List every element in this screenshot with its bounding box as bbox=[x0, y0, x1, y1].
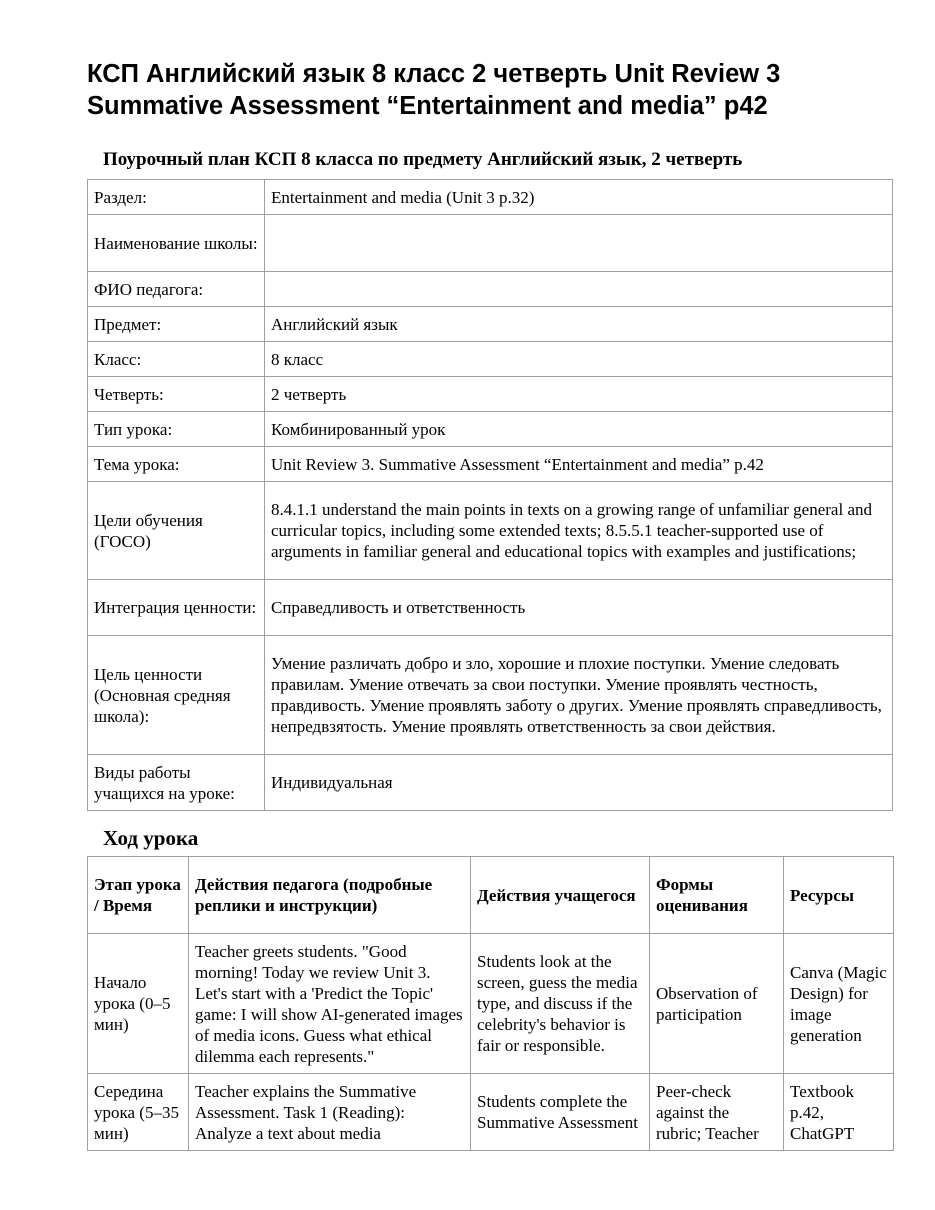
table-row bbox=[88, 1074, 894, 1151]
table-row bbox=[88, 272, 893, 307]
student-actions-cell: Students look at the screen, guess the media type, and discuss if the celebrity's behavior is fair or responsible. bbox=[471, 934, 650, 1074]
info-key: Класс: bbox=[88, 342, 265, 377]
assessment-cell: Observation of participation bbox=[650, 934, 784, 1074]
table-row bbox=[88, 482, 893, 580]
column-header-stage: Этап урока / Время bbox=[88, 857, 189, 934]
info-value: Индивидуальная bbox=[265, 755, 893, 811]
info-key: Цели обучения (ГОСО) bbox=[88, 482, 265, 580]
info-key: Цель ценности (Основная средняя школа): bbox=[88, 636, 265, 755]
table-header-row bbox=[88, 857, 894, 934]
table-row bbox=[88, 307, 893, 342]
page-title: КСП Английский язык 8 класс 2 четверть Unit Review 3 Summative Assessment “Entertainment and media” p42 bbox=[87, 60, 781, 120]
lesson-section-title: Ход урока bbox=[103, 826, 199, 850]
table-row bbox=[88, 342, 893, 377]
table-row bbox=[88, 215, 893, 272]
table-row bbox=[88, 934, 894, 1074]
resources-cell: Canva (Magic Design) for image generation bbox=[784, 934, 894, 1074]
info-value bbox=[265, 215, 893, 272]
info-key: ФИО педагога: bbox=[88, 272, 265, 307]
info-value: Комбинированный урок bbox=[265, 412, 893, 447]
info-value: Entertainment and media (Unit 3 p.32) bbox=[265, 180, 893, 215]
resources-cell: Textbook p.42, ChatGPT bbox=[784, 1074, 894, 1151]
teacher-actions-cell: Teacher greets students. "Good morning! Today we review Unit 3. Let's start with a 'Predict the Topic' game: I will show AI-generated images of media icons. Guess what ethical dilemma each represents." bbox=[189, 934, 471, 1074]
info-key: Раздел: bbox=[88, 180, 265, 215]
info-key: Интеграция ценности: bbox=[88, 580, 265, 636]
info-value: Unit Review 3. Summative Assessment “Entertainment and media” p.42 bbox=[265, 447, 893, 482]
column-header-assessment: Формы оценивания bbox=[650, 857, 784, 934]
assessment-cell: Peer-check against the rubric; Teacher bbox=[650, 1074, 784, 1151]
student-actions-cell: Students complete the Summative Assessment bbox=[471, 1074, 650, 1151]
stage-cell: Середина урока (5–35 мин) bbox=[88, 1074, 189, 1151]
column-header-student: Действия учащегося bbox=[471, 857, 650, 934]
info-key: Наименование школы: bbox=[88, 215, 265, 272]
info-key: Тип урока: bbox=[88, 412, 265, 447]
info-value: Умение различать добро и зло, хорошие и плохие поступки. Умение следовать правилам. Умение отвечать за свои поступки. Умение проявлять честность, правдивость. Умение проявлять заботу о других. Умение проявлять справедливость, непредвзятость. Умение проявлять ответственность за свои действия. bbox=[265, 636, 893, 755]
table-row bbox=[88, 377, 893, 412]
column-header-teacher: Действия педагога (подробные реплики и инструкции) bbox=[189, 857, 471, 934]
info-value bbox=[265, 272, 893, 307]
lesson-steps-table bbox=[87, 856, 894, 1151]
table-row bbox=[88, 412, 893, 447]
info-value: 2 четверть bbox=[265, 377, 893, 412]
column-header-resources: Ресурсы bbox=[784, 857, 894, 934]
table-row bbox=[88, 636, 893, 755]
info-value: Английский язык bbox=[265, 307, 893, 342]
table-row bbox=[88, 755, 893, 811]
info-key: Предмет: bbox=[88, 307, 265, 342]
table-row bbox=[88, 580, 893, 636]
table-row bbox=[88, 180, 893, 215]
info-key: Четверть: bbox=[88, 377, 265, 412]
info-key: Виды работы учащихся на уроке: bbox=[88, 755, 265, 811]
info-key: Тема урока: bbox=[88, 447, 265, 482]
info-value: 8 класс bbox=[265, 342, 893, 377]
teacher-actions-cell: Teacher explains the Summative Assessment. Task 1 (Reading): Analyze a text about media bbox=[189, 1074, 471, 1151]
info-value: Справедливость и ответственность bbox=[265, 580, 893, 636]
lesson-info-table bbox=[87, 179, 893, 811]
plan-subtitle: Поурочный план КСП 8 класса по предмету Английский язык, 2 четверть bbox=[103, 149, 743, 170]
stage-cell: Начало урока (0–5 мин) bbox=[88, 934, 189, 1074]
info-value: 8.4.1.1 understand the main points in texts on a growing range of unfamiliar general and curricular topics, including some extended texts; 8.5.5.1 teacher-supported use of arguments in familiar general and educational topics with examples and justifications; bbox=[265, 482, 893, 580]
table-row bbox=[88, 447, 893, 482]
